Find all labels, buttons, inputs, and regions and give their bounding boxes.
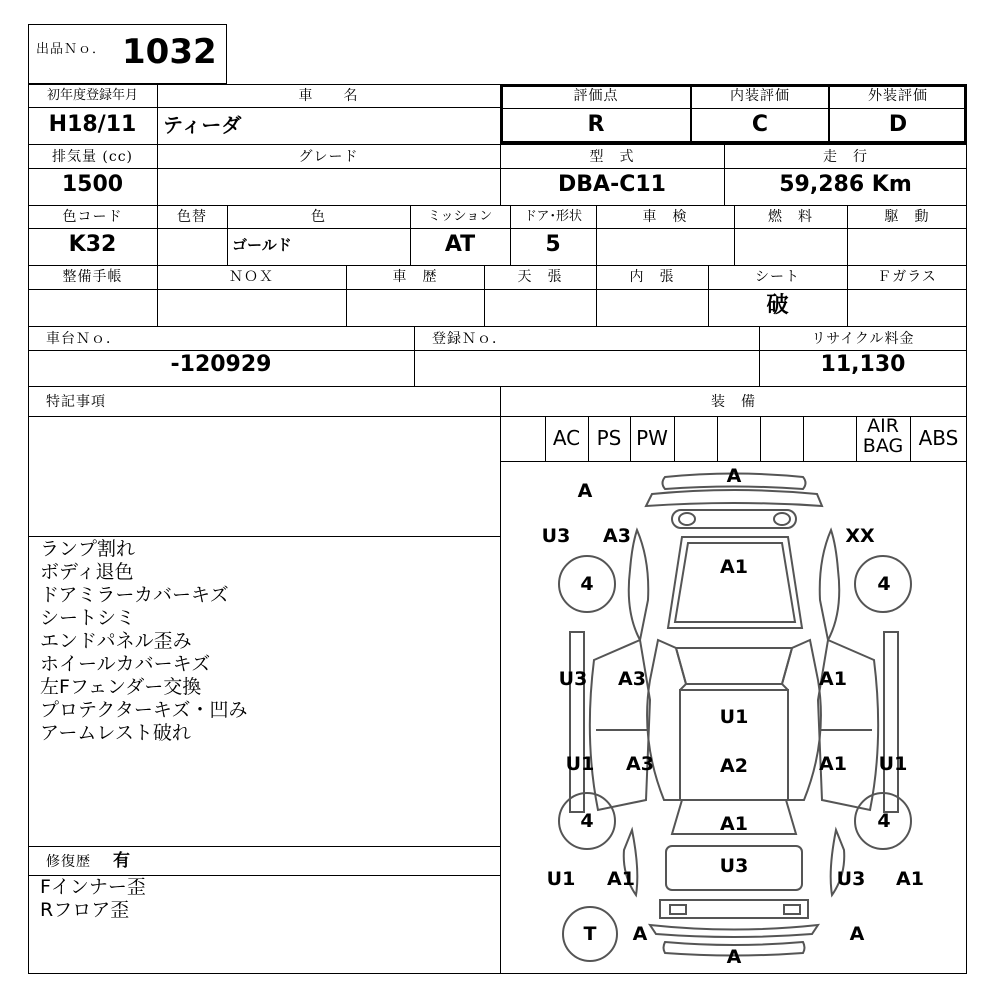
damage-mark: A1 — [896, 868, 924, 890]
damage-mark: U3 — [719, 855, 749, 877]
remark-line: 左Fフェンダー交換 — [40, 676, 202, 698]
front-glass-label: Ｆガラス — [877, 269, 937, 285]
damage-mark: T — [583, 923, 597, 945]
displacement-label: 排気量 (cc) — [51, 149, 134, 165]
history-label: 車 歴 — [392, 269, 438, 285]
equipment-pw: PW — [636, 426, 668, 450]
remark-line: ドアミラーカバーキズ — [40, 584, 229, 606]
equipment-label: 装 備 — [711, 394, 756, 410]
seat-value: 破 — [766, 293, 789, 318]
displacement-value: 1500 — [61, 172, 124, 197]
remark-line: ホイールカバーキズ — [40, 653, 211, 675]
damage-mark: 4 — [580, 810, 594, 832]
color-code-label: 色コード — [62, 209, 123, 225]
interior-score-value: C — [751, 112, 769, 137]
doors-label: ドア･形状 — [523, 209, 583, 224]
mission-value: AT — [444, 232, 476, 257]
score-label: 評価点 — [573, 88, 619, 104]
damage-mark: 4 — [877, 573, 891, 595]
damage-mark: U3 — [558, 668, 588, 690]
lot-number: 1032 — [122, 32, 217, 72]
damage-mark: A — [632, 923, 648, 945]
inspection-label: 車 検 — [642, 209, 688, 225]
damage-mark: A — [577, 480, 593, 502]
model-label: 型 式 — [589, 149, 635, 165]
repair-history-label: 修復歴 — [46, 854, 91, 870]
equipment-ps: PS — [596, 426, 622, 450]
damage-mark: A1 — [819, 668, 847, 690]
remark-line: ボディ退色 — [40, 561, 134, 583]
seat-label: シート — [755, 269, 800, 285]
color-code-value: K32 — [68, 232, 117, 257]
car-name-label: 車 名 — [298, 88, 359, 104]
mileage-label: 走 行 — [823, 149, 868, 165]
model-value: DBA-C11 — [558, 172, 666, 197]
damage-mark: A1 — [720, 813, 748, 835]
interior-score-label: 内装評価 — [730, 88, 790, 104]
reg-year-value: H18/11 — [48, 112, 137, 137]
mission-label: ミッション — [427, 209, 493, 224]
damage-mark: A3 — [618, 668, 646, 690]
damage-mark: A3 — [603, 525, 631, 547]
remarks-label: 特記事項 — [46, 394, 106, 410]
color-value: ゴールド — [232, 236, 292, 254]
car-name-value: ティーダ — [163, 113, 242, 137]
remark-line: プロテクターキズ・凹み — [40, 699, 248, 721]
recycle-fee-label: リサイクル料金 — [811, 331, 915, 347]
color-change-label: 色替 — [177, 209, 207, 225]
drive-label: 駆 動 — [884, 209, 930, 225]
equipment-airbag: AIR BAG — [862, 415, 904, 457]
reg-year-label: 初年度登録年月 — [46, 88, 138, 103]
damage-mark: 4 — [877, 810, 891, 832]
damage-mark: A1 — [819, 753, 847, 775]
exterior-score-label: 外装評価 — [868, 88, 928, 104]
recycle-fee-value: 11,130 — [820, 352, 906, 377]
damage-mark: U1 — [719, 706, 749, 728]
damage-mark: A — [849, 923, 865, 945]
damage-mark: 4 — [580, 573, 594, 595]
score-value: R — [587, 112, 605, 137]
remark-line: アームレスト破れ — [40, 722, 191, 744]
damage-mark: U1 — [878, 753, 908, 775]
damage-mark: U3 — [541, 525, 571, 547]
equipment-ac: AC — [552, 426, 581, 450]
color-label: 色 — [311, 209, 326, 225]
damage-mark: A — [726, 465, 742, 487]
damage-mark: U1 — [565, 753, 595, 775]
damage-mark: XX — [845, 525, 875, 547]
damage-mark: U1 — [546, 868, 576, 890]
chassis-value: -120929 — [170, 352, 272, 377]
grade-label: グレード — [298, 149, 359, 165]
exterior-score-value: D — [888, 112, 908, 137]
damage-mark: U3 — [836, 868, 866, 890]
nox-label: ＮＯＸ — [229, 269, 274, 285]
mileage-value: 59,286 Km — [779, 172, 912, 197]
interior-trim-label: 内 張 — [629, 269, 675, 285]
damage-mark: A1 — [607, 868, 635, 890]
repair-history-value: 有 — [113, 851, 130, 871]
damage-mark: A2 — [720, 755, 748, 777]
doors-value: 5 — [545, 232, 561, 257]
repair-note: Rフロア歪 — [40, 899, 130, 921]
service-book-label: 整備手帳 — [62, 269, 123, 285]
repair-note: Fインナー歪 — [40, 876, 146, 898]
lot-number-label: 出品Ｎｏ． — [36, 42, 107, 57]
damage-mark: A3 — [626, 753, 654, 775]
registration-label: 登録Ｎｏ． — [432, 331, 507, 347]
damage-mark: A — [726, 946, 742, 968]
fuel-label: 燃 料 — [768, 209, 813, 225]
remark-line: エンドパネル歪み — [40, 630, 192, 652]
equipment-abs: ABS — [918, 426, 959, 450]
chassis-label: 車台Ｎｏ． — [46, 331, 121, 347]
roof-label: 天 張 — [517, 269, 563, 285]
damage-mark: A1 — [720, 556, 748, 578]
remark-line: ランプ割れ — [40, 538, 136, 560]
remark-line: シートシミ — [40, 607, 136, 629]
